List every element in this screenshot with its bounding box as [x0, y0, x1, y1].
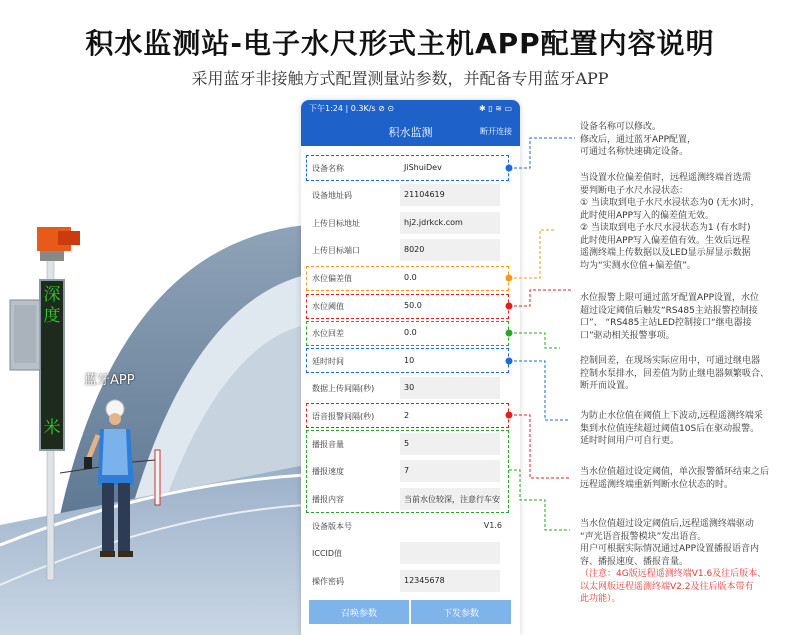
- desc-line: 要判断电子水尺水浸状态：: [580, 185, 689, 196]
- page-title: 积水监测站-电子水尺形式主机APP配置内容说明: [85, 27, 715, 60]
- level-hysteresis-input[interactable]: 0.0: [404, 328, 417, 337]
- desc-line: 断开而设置。: [580, 381, 635, 391]
- desc-line: ① 当读取到电子水尺水浸状态为0 (无水)时，: [580, 198, 760, 208]
- desc-delay-time: [580, 410, 795, 448]
- level-offset-input[interactable]: 0.0: [404, 273, 417, 282]
- field-upload-interval: [308, 377, 508, 399]
- desc-line: 超过设定阈值后触发“RS485主站报警控制接: [580, 305, 758, 316]
- desc-line: 修改后，通过蓝牙APP配置，: [580, 134, 697, 145]
- field-device-version: [308, 515, 508, 537]
- field-label: 延时时间: [312, 357, 344, 366]
- device-version-value: V1.6: [483, 521, 502, 530]
- highlight-broadcast-group: [306, 430, 509, 513]
- desc-line: 设备名称可以修改。: [580, 122, 662, 132]
- field-label: ICCID值: [312, 549, 343, 558]
- desc-line: 控制水泵排水，回差值为防止继电器频繁吸合、: [580, 368, 770, 379]
- bluetooth-app-label: 蓝牙APP: [84, 373, 135, 388]
- device-address-input[interactable]: 21104619: [400, 184, 500, 206]
- broadcast-content-input[interactable]: 当前水位较深，注意行车安: [400, 488, 500, 510]
- monitoring-station-illustration: [0, 225, 305, 635]
- field-upload-host: [308, 212, 508, 234]
- desc-line: 此时使用APP写入偏差值有效。生效后远程: [580, 235, 751, 246]
- highlight-delay-time: [306, 348, 509, 373]
- page-subtitle: 采用蓝牙非接触方式配置测量站参数，并配备专用蓝牙APP: [191, 69, 609, 88]
- desc-line: 口”驱动相关报警事项。: [580, 330, 675, 341]
- led-char-bottom: 米: [43, 418, 61, 438]
- status-time: 下午1:24 | 0.3K/s ⊘ ⊙: [309, 103, 395, 113]
- desc-line: 当设置水位偏差值时，远程遥测终端首选需: [580, 173, 752, 183]
- desc-alarm-interval: [580, 466, 795, 491]
- field-label: 上传目标端口: [312, 246, 360, 255]
- field-password: [308, 570, 508, 592]
- desc-line: 用户可根据实际情况通过APP设置播报语音内: [580, 544, 760, 554]
- highlight-level-threshold: [306, 294, 509, 319]
- app-title: 积水监测: [388, 126, 433, 139]
- iccid-input[interactable]: [400, 542, 500, 564]
- field-label: 播报速度: [312, 467, 344, 476]
- level-threshold-input[interactable]: 50.0: [404, 301, 422, 310]
- desc-line: 当水位值超过设定阈值后,远程遥测终端驱动: [580, 519, 754, 529]
- desc-line: 均为“实测水位值+偏差值”。: [580, 260, 696, 271]
- led-char: 度: [43, 306, 61, 326]
- desc-note-line: 以太网版远程遥测终端V2.2及往后版本带有: [580, 581, 754, 592]
- delay-time-input[interactable]: 10: [404, 356, 415, 365]
- field-device-address: [308, 184, 508, 206]
- desc-device-name: [580, 121, 795, 159]
- desc-line: 可通过名称快速确定设备。: [580, 147, 689, 157]
- app-bar: [301, 116, 520, 146]
- upload-host-input[interactable]: hj2.jdrkck.com: [400, 212, 500, 234]
- field-iccid: [308, 542, 508, 564]
- desc-line: 控制回差，在现场实际应用中，可通过继电器: [580, 356, 761, 366]
- field-upload-port: [308, 239, 508, 261]
- broadcast-volume-input[interactable]: 5: [400, 433, 500, 455]
- field-label: 水位回差: [312, 329, 344, 338]
- desc-level-offset: [580, 172, 795, 272]
- field-label: 设备地址码: [312, 191, 352, 200]
- desc-line: 此时使用APP写入的偏差值无效。: [580, 210, 715, 221]
- recall-params-button[interactable]: 召唤参数: [309, 600, 409, 624]
- led-char: 深: [43, 285, 61, 305]
- upload-port-input[interactable]: 8020: [400, 239, 500, 261]
- highlight-level-offset: [306, 266, 509, 291]
- highlight-alarm-interval: [306, 403, 509, 428]
- field-label: 水位阈值: [312, 302, 344, 311]
- desc-note-line: 此功能）。: [580, 594, 621, 604]
- desc-line: 容、播报速度、播报音量。: [580, 556, 689, 567]
- highlight-device-name: [306, 155, 509, 181]
- desc-line: 口”、 “RS485主站LED控制接口“继电器接: [580, 318, 752, 328]
- send-params-button[interactable]: 下发参数: [411, 600, 511, 624]
- field-label: 语音报警间隔(秒): [312, 412, 375, 421]
- field-label: 播报内容: [312, 495, 344, 504]
- password-input[interactable]: 12345678: [400, 570, 500, 592]
- desc-line: 水位报警上限可通过蓝牙配置APP设置，水位: [580, 293, 760, 303]
- field-label: 数据上传间隔(秒): [312, 384, 375, 393]
- upload-interval-input[interactable]: 30: [400, 377, 500, 399]
- desc-line: 遥测终端上传数据以及LED显示屏显示数据: [580, 248, 751, 258]
- desc-voice-broadcast: [580, 518, 795, 606]
- desc-line: 当水位值超过设定阈值，单次报警循环结束之后: [580, 467, 770, 477]
- status-bar: [301, 100, 520, 116]
- action-buttons: [309, 600, 511, 624]
- field-label: 播报音量: [312, 440, 344, 449]
- desc-line: “声光语音报警模块”发出语音。: [580, 531, 707, 542]
- field-label: 水位偏差值: [312, 274, 352, 283]
- desc-level-hysteresis: [580, 355, 795, 393]
- broadcast-speed-input[interactable]: 7: [400, 460, 500, 482]
- device-name-input[interactable]: JiShuiDev: [404, 163, 442, 172]
- desc-line: 集到水位值连续超过阈值10S后在驱动报警。: [580, 423, 760, 434]
- status-icons: ✱ ▯ ≋ ▭: [479, 103, 512, 113]
- desc-note-line: （注意：4G版远程遥测终端V1.6及往后版本、: [580, 569, 767, 579]
- field-label: 上传目标地址: [312, 219, 360, 228]
- alarm-interval-input[interactable]: 2: [404, 411, 410, 420]
- led-display: [41, 285, 63, 327]
- field-label: 操作密码: [312, 577, 344, 586]
- field-label: 设备版本号: [312, 522, 352, 531]
- desc-line: 为防止水位值在阈值上下波动,远程遥测终端采: [580, 411, 763, 421]
- desc-line: 延时时间用户可自行更。: [580, 436, 680, 446]
- desc-line: 远程遥测终端重新判断水位状态的时。: [580, 479, 734, 490]
- desc-line: ② 当读取到电子水尺水浸状态为1 (有水时): [580, 223, 751, 233]
- desc-level-threshold: [580, 292, 795, 342]
- field-label: 设备名称: [312, 164, 344, 173]
- disconnect-button[interactable]: 断开连接: [480, 127, 512, 136]
- highlight-level-hysteresis: [306, 321, 509, 346]
